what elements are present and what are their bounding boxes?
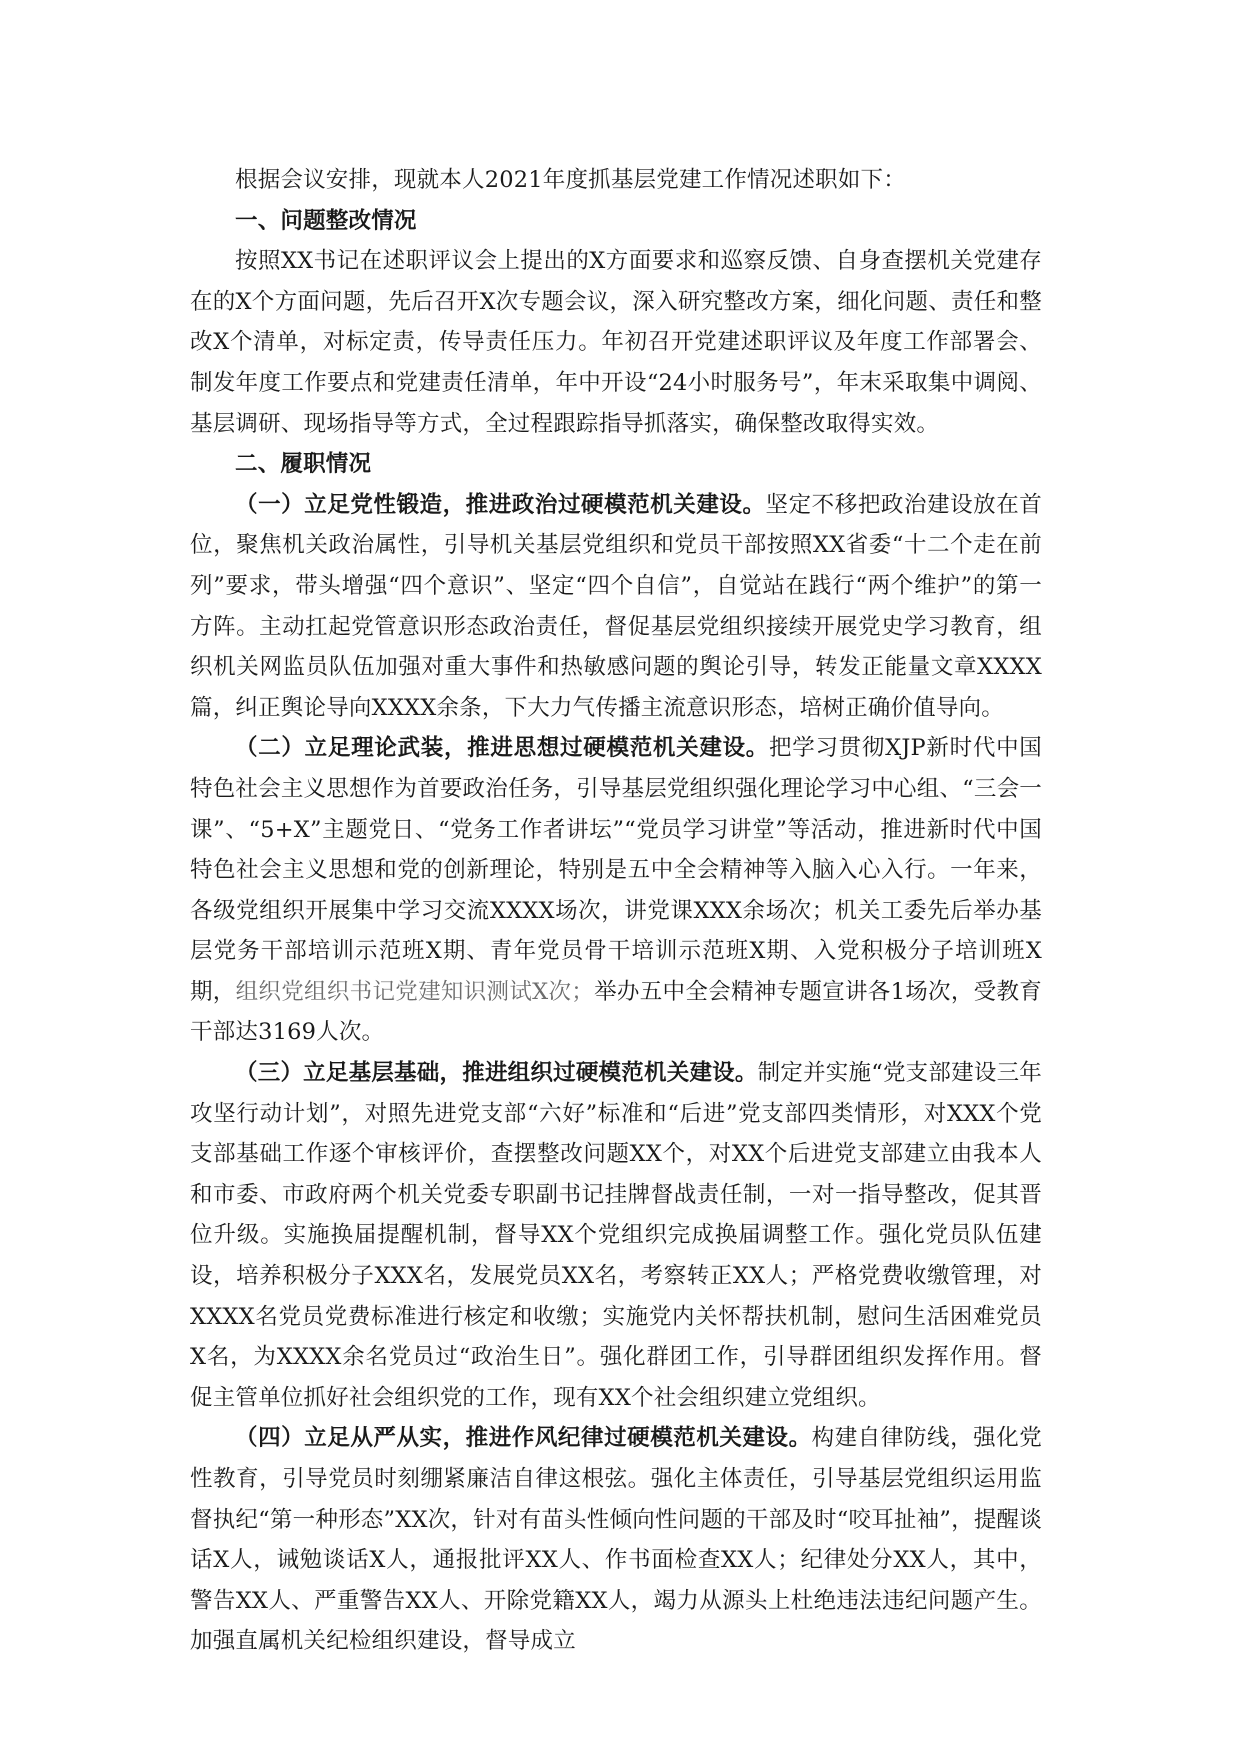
item-2-paragraph [190, 728, 1042, 1053]
document-page [190, 160, 1042, 1662]
item-1-body: 坚定不移把政治建设放在首位，聚焦机关政治属性，引导机关基层党组织和党员干部按照XX省委“十二个走在前列”要求，带头增强“四个意识”、坚定“四个自信”，自觉站在践行“两个维护”的第一方阵。主动扛起党管意识形态政治责任，督促基层党组织接续开展党史学习教育，组织机关网监员队伍加强对重大事件和热敏感问题的舆论引导，转发正能量文章XXXX篇，纠正舆论导向XXXX余条，下大力气传播主流意识形态，培树正确价值导向。 [190, 491, 1042, 721]
item-4-paragraph [190, 1418, 1042, 1662]
item-4-body: 构建自律防线，强化党性教育，引导党员时刻绷紧廉洁自律这根弦。强化主体责任，引导基层党组织运用监督执纪“第一种形态”XX次，针对有苗头性倾向性问题的干部及时“咬耳扯袖”，提醒谈话X人，诫勉谈话X人，通报批评XX人、作书面检查XX人；纪律处分XX人，其中，警告XX人、严重警告XX人、开除党籍XX人，竭力从源头上杜绝违法违纪问题产生。加强直属机关纪检组织建设，督导成立 [190, 1425, 1042, 1655]
item-1-paragraph [190, 485, 1042, 729]
item-2-body-gray: 组织党组织书记党建知识测试X次； [235, 978, 594, 1005]
item-3-lead: （三）立足基层基础，推进组织过硬模范机关建设。 [235, 1060, 758, 1087]
section-2-heading: 二、履职情况 [235, 451, 372, 478]
item-2-body-end: 举办五中全会精神专题宣讲各1场次，受教育干部达3169人次。 [190, 978, 1042, 1046]
item-2-lead: （二）立足理论武装，推进思想过硬模范机关建设。 [235, 735, 770, 762]
item-1-lead: （一）立足党性锻造，推进政治过硬模范机关建设。 [235, 491, 766, 518]
section-1-body: 按照XX书记在述职评议会上提出的X方面要求和巡察反馈、自身查摆机关党建存在的X个方面问题，先后召开X次专题会议，深入研究整改方案，细化问题、责任和整改X个清单，对标定责，传导责任压力。年初召开党建述职评议及年度工作部署会、制发年度工作要点和党建责任清单，年中开设“24小时服务号”，年末采取集中调阅、基层调研、现场指导等方式，全过程跟踪指导抓落实，确保整改取得实效。 [190, 248, 1042, 437]
item-4-lead: （四）立足从严从实，推进作风纪律过硬模范机关建设。 [235, 1425, 812, 1452]
item-3-paragraph [190, 1053, 1042, 1418]
item-2-body: 把学习贯彻XJP新时代中国特色社会主义思想作为首要政治任务，引导基层党组织强化理论学习中心组、“三会一课”、“5+X”主题党日、“党务工作者讲坛”“党员学习讲堂”等活动，推进新时代中国特色社会主义思想和党的创新理论，特别是五中全会精神等入脑入心入行。一年来，各级党组织开展集中学习交流XXXX场次，讲党课XXX余场次；机关工委先后举办基层党务干部培训示范班X期、青年党员骨干培训示范班X期、入党积极分子培训班X期， [190, 735, 1042, 1005]
item-3-body: 制定并实施“党支部建设三年攻坚行动计划”，对照先进党支部“六好”标准和“后进”党支部四类情形，对XXX个党支部基础工作逐个审核评价，查摆整改问题XX个，对XX个后进党支部建立由我本人和市委、市政府两个机关党委专职副书记挂牌督战责任制，一对一指导整改，促其晋位升级。实施换届提醒机制，督导XX个党组织完成换届调整工作。强化党员队伍建设，培养积极分子XXX名，发展党员XX名，考察转正XX人；严格党费收缴管理，对XXXX名党员党费标准进行核定和收缴；实施党内关怀帮扶机制，慰问生活困难党员X名，为XXXX余名党员过“政治生日”。强化群团工作，引导群团组织发挥作用。督促主管单位抓好社会组织党的工作，现有XX个社会组织建立党组织。 [190, 1060, 1042, 1411]
intro-paragraph: 根据会议安排，现就本人2021年度抓基层党建工作情况述职如下： [235, 167, 906, 193]
section-1-heading: 一、问题整改情况 [235, 207, 417, 234]
